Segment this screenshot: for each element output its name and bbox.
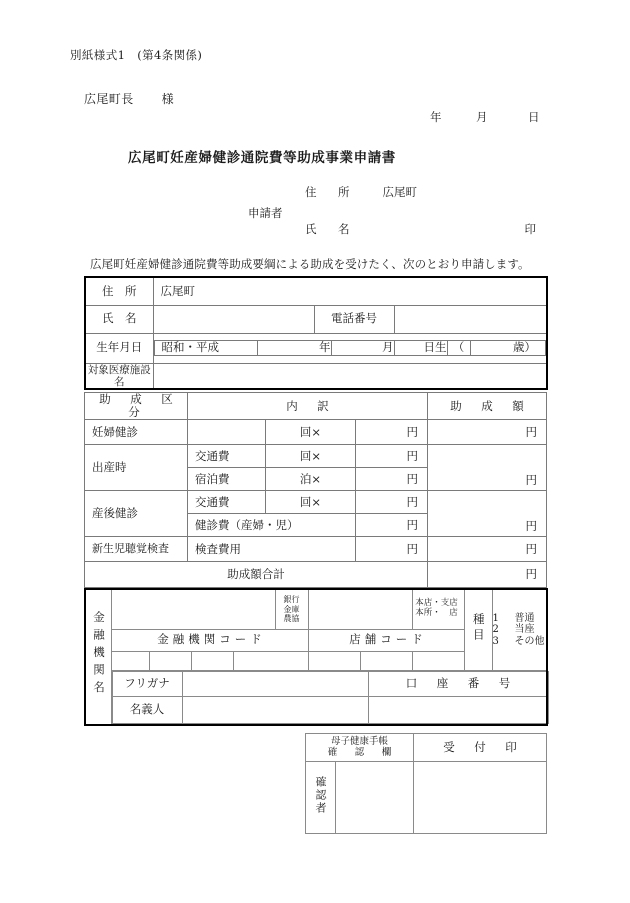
form-code: 別紙様式1 (第4条関係) xyxy=(70,48,203,62)
intro-text: 広尾町妊産婦健診通院費等助成要綱による助成を受けたく、次のとおり申請します。 xyxy=(90,257,530,271)
row-label-prenatal-checkup: 妊婦健診 xyxy=(85,420,188,445)
detail-count-1-0: 回× xyxy=(266,445,356,468)
branch-code-digit-1[interactable] xyxy=(308,651,360,670)
confirmer-label xyxy=(306,762,336,834)
table-row xyxy=(85,589,547,629)
branch-name-input[interactable] xyxy=(308,589,412,629)
amount-yen-2[interactable]: 円 xyxy=(428,491,547,537)
detail-item-2-1[interactable]: 健診費（産婦・児） xyxy=(188,514,356,537)
amount-yen-3[interactable]: 円 xyxy=(428,537,547,562)
amount-yen-1[interactable]: 円 xyxy=(428,445,547,491)
table-row xyxy=(85,537,547,562)
bank-kind-options xyxy=(275,589,308,629)
total-label: 助成額合計 xyxy=(85,562,428,588)
branch-code-label: 店舗コード xyxy=(308,629,464,651)
date-year-label: 年 xyxy=(430,110,442,124)
birth-year-label: 年 xyxy=(257,341,331,355)
table-row xyxy=(85,445,547,468)
detail-yen-2-1: 円 xyxy=(356,514,428,537)
row-label-postnatal-checkup: 産後健診 xyxy=(85,491,188,537)
institution-code-digit-2[interactable] xyxy=(149,651,191,670)
institution-code-digit-4[interactable] xyxy=(233,651,308,670)
account-type-text-3: その他 xyxy=(514,635,545,647)
account-type-text-2: 当座 xyxy=(514,624,535,635)
applicant-details-table xyxy=(84,276,548,390)
cell-birthdate-label: 生年月日 xyxy=(85,333,153,363)
detail-item-2-0[interactable]: 交通費 xyxy=(188,491,266,514)
cell-address-label: 住 所 xyxy=(85,277,153,305)
table-row xyxy=(85,420,547,445)
account-type-text-1: 普通 xyxy=(514,612,535,624)
date-month-label: 月 xyxy=(476,110,488,124)
account-type-option-3[interactable] xyxy=(493,636,547,648)
branch-code-digit-3[interactable] xyxy=(412,651,464,670)
receipt-stamp-header: 受 付 印 xyxy=(414,734,547,762)
bank-side-label-text: 金融機関名 xyxy=(92,611,106,699)
account-type-label xyxy=(464,589,492,670)
applicant-address-line xyxy=(305,184,417,200)
receipt-stamp-value[interactable] xyxy=(414,762,547,834)
table-row xyxy=(85,333,547,363)
birth-age-unit: 歳） xyxy=(470,341,546,355)
branch-kind-2: 本所・ 店 xyxy=(415,608,458,619)
cell-address-value[interactable]: 広尾町 xyxy=(153,277,547,305)
amount-yen-0[interactable]: 円 xyxy=(428,420,547,445)
holder-and-account-wrapper xyxy=(111,670,547,725)
institution-code-digit-1[interactable] xyxy=(111,651,149,670)
table-header-row xyxy=(306,734,547,762)
financial-institution-table xyxy=(84,588,548,726)
applicant-label: 申請者 xyxy=(248,206,283,220)
account-type-option-2[interactable] xyxy=(493,624,547,636)
addressee xyxy=(84,90,174,107)
row-label-childbirth: 出産時 xyxy=(85,445,188,491)
table-row xyxy=(85,363,547,389)
birth-age-open-paren: （ xyxy=(447,341,470,355)
institution-code-label: 金融機関コード xyxy=(111,629,308,651)
addressee-honorific: 様 xyxy=(161,92,175,106)
subsidy-breakdown-table xyxy=(84,392,547,588)
applicant-name-label: 氏 名 xyxy=(305,222,355,236)
account-type-options[interactable] xyxy=(492,589,547,670)
detail-item-0-0[interactable] xyxy=(188,420,266,445)
holder-value[interactable] xyxy=(182,696,368,723)
institution-code-digit-3[interactable] xyxy=(191,651,233,670)
account-number-value[interactable] xyxy=(368,696,548,723)
birth-era: 昭和・平成 xyxy=(154,341,257,355)
account-type-num-2: 2 xyxy=(492,624,499,635)
birth-day-label: 日生 xyxy=(394,341,447,355)
applicant-address-label: 住 所 xyxy=(305,185,355,199)
col-header-category: 助 成 区 分 xyxy=(85,393,188,420)
bank-name-input[interactable] xyxy=(111,589,275,629)
branch-code-digit-2[interactable] xyxy=(360,651,412,670)
detail-item-3-0[interactable]: 検査費用 xyxy=(188,537,356,562)
holder-account-inner-table xyxy=(112,671,549,724)
cell-phone-label: 電話番号 xyxy=(314,305,394,333)
col-header-amount: 助 成 額 xyxy=(428,393,547,420)
cell-facility-value[interactable] xyxy=(153,363,547,389)
cell-name-value[interactable] xyxy=(153,305,314,333)
table-row xyxy=(85,562,547,588)
date-day-label: 日 xyxy=(528,110,540,124)
bank-side-label xyxy=(85,589,111,725)
page-title: 広尾町妊産婦健診通院費等助成事業申請書 xyxy=(128,150,396,166)
bank-kind-3: 農協 xyxy=(283,613,300,623)
addressee-name: 広尾町長 xyxy=(84,92,134,106)
table-header-row xyxy=(85,393,547,420)
detail-yen-1-0: 円 xyxy=(356,445,428,468)
detail-count-0-0: 回× xyxy=(266,420,356,445)
cell-phone-value[interactable] xyxy=(394,305,547,333)
total-yen[interactable]: 円 xyxy=(428,562,547,588)
table-row xyxy=(85,491,547,514)
account-type-label-text: 種目 xyxy=(471,612,486,644)
maternal-book-value[interactable] xyxy=(336,762,414,834)
birthdate-inner-grid xyxy=(154,340,547,355)
account-number-label: 口 座 番 号 xyxy=(368,671,548,696)
table-row xyxy=(85,305,547,333)
table-row xyxy=(85,670,547,725)
cell-name-label: 氏 名 xyxy=(85,305,153,333)
branch-kind-options xyxy=(412,589,464,629)
maternal-book-header xyxy=(306,734,414,762)
branch-kind-1: 本店・支店 xyxy=(415,598,458,609)
account-type-num-1: 1 xyxy=(492,612,499,624)
detail-yen-2-0: 円 xyxy=(356,491,428,514)
bank-kind-1: 銀行 xyxy=(283,595,300,605)
col-header-detail: 内 訳 xyxy=(188,393,428,420)
holder-label: 名義人 xyxy=(112,696,182,723)
maternal-book-line2: 確 認 欄 xyxy=(327,746,396,758)
receipt-stamp-table xyxy=(305,733,547,834)
seal-icon: 印 xyxy=(524,222,536,236)
applicant-address-value: 広尾町 xyxy=(382,185,417,199)
detail-yen-1-1: 円 xyxy=(356,468,428,491)
bank-kind-2: 金庫 xyxy=(283,604,300,614)
table-row xyxy=(85,277,547,305)
cell-facility-label: 対象医療施設名 xyxy=(85,363,153,389)
detail-yen-0-0: 円 xyxy=(356,420,428,445)
row-label-newborn-hearing-test: 新生児聴覚検査 xyxy=(85,537,188,562)
account-type-option-1[interactable] xyxy=(493,613,547,625)
detail-item-1-1[interactable]: 宿泊費 xyxy=(188,468,266,491)
table-row xyxy=(306,762,547,834)
furigana-value[interactable] xyxy=(182,671,368,696)
confirmer-label-text: 確認者 xyxy=(314,776,327,816)
account-type-num-3: 3 xyxy=(492,635,499,647)
detail-count-2-0: 回× xyxy=(266,491,356,514)
maternal-book-line1: 母子健康手帳 xyxy=(331,735,389,747)
furigana-label: フリガナ xyxy=(112,671,182,696)
applicant-name-line xyxy=(305,221,536,237)
birth-month-label: 月 xyxy=(331,341,394,355)
detail-yen-3-0: 円 xyxy=(356,537,428,562)
detail-item-1-0[interactable]: 交通費 xyxy=(188,445,266,468)
detail-count-1-1: 泊× xyxy=(266,468,356,491)
date-line xyxy=(430,109,540,125)
cell-birthdate-value[interactable] xyxy=(153,333,547,363)
